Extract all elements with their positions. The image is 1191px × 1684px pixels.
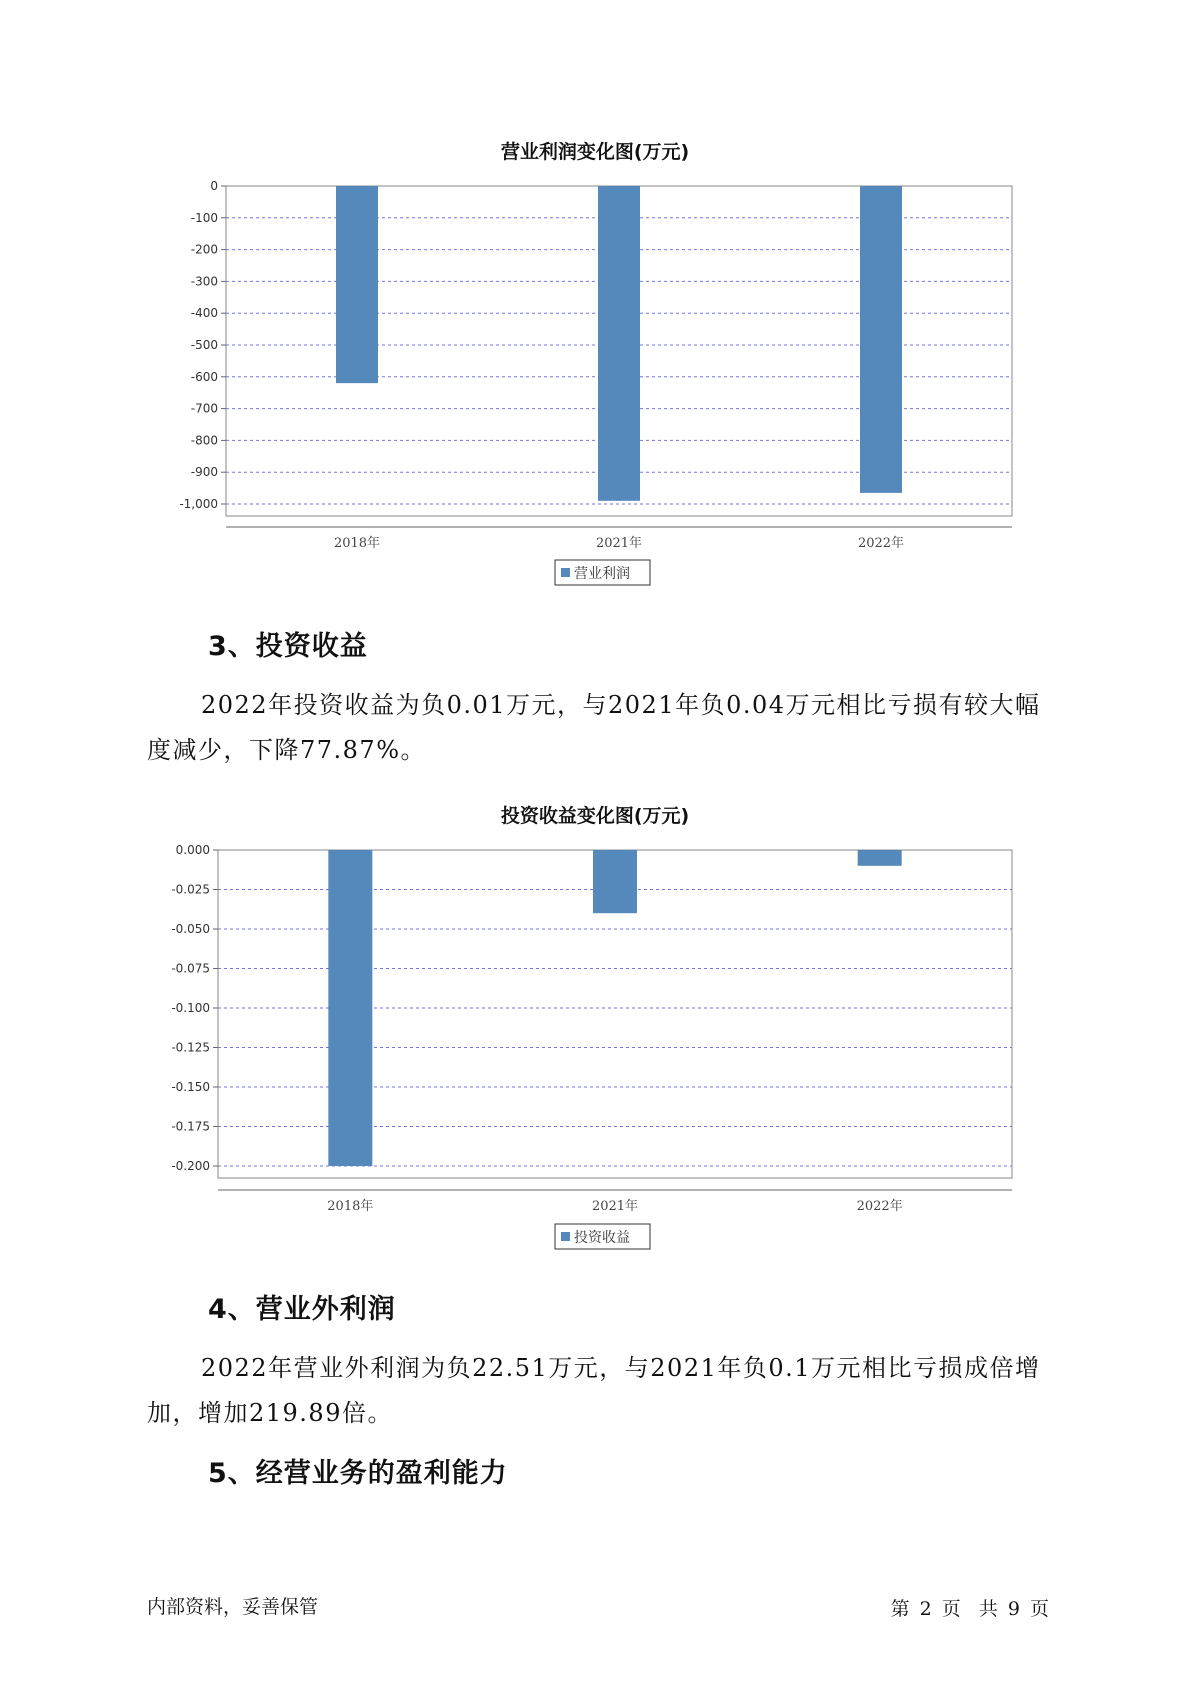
- chart-title: 投资收益变化图(万元): [500, 805, 690, 827]
- x-tick-label: 2022年: [857, 536, 905, 551]
- y-tick-label: -0.125: [171, 1040, 210, 1055]
- footer-page-number: 第 2 页 共 9 页: [890, 1598, 1051, 1620]
- y-tick-label: 0.000: [175, 843, 210, 857]
- y-tick-label: -600: [190, 369, 218, 384]
- footer-confidential-note: 内部资料，妥善保管: [147, 1596, 319, 1618]
- section-heading-profitability: 5、经营业务的盈利能力: [208, 1458, 508, 1489]
- bar-2018年: [336, 186, 378, 383]
- bar-2022年: [860, 186, 902, 493]
- bar-2022年: [858, 850, 902, 866]
- y-tick-label: -100: [190, 210, 218, 225]
- x-tick-label: 2018年: [327, 1199, 374, 1214]
- y-tick-label: -800: [190, 433, 218, 448]
- y-tick-label: -700: [190, 401, 218, 416]
- y-tick-label: -0.025: [171, 882, 210, 897]
- bar-2021年: [598, 186, 640, 501]
- y-tick-label: 0: [210, 179, 218, 193]
- legend-swatch: [561, 568, 570, 577]
- y-tick-label: -200: [190, 242, 218, 257]
- y-tick-label: -0.150: [171, 1080, 210, 1094]
- investment-income-text: 2022年投资收益为负0.01万元，与2021年负0.04万元相比亏损有较大幅度减少，下降77.87%。: [147, 691, 1041, 764]
- legend-label: 营业利润: [574, 566, 630, 582]
- x-tick-label: 2022年: [856, 1199, 903, 1214]
- non-operating-profit-text: 2022年营业外利润为负22.51万元，与2021年负0.1万元相比亏损成倍增加，增加219.89倍。: [147, 1354, 1041, 1427]
- x-tick-label: 2021年: [591, 1199, 639, 1214]
- y-tick-label: -0.050: [171, 922, 210, 936]
- operating-profit-chart-svg: [0, 130, 1191, 600]
- legend-label: 投资收益: [574, 1230, 630, 1246]
- y-tick-label: -500: [190, 338, 218, 352]
- investment-income-chart: [0, 794, 1191, 1264]
- y-tick-label: -400: [190, 306, 218, 321]
- operating-profit-chart: [0, 130, 1191, 600]
- y-tick-label: -1,000: [179, 497, 218, 511]
- y-tick-label: -900: [190, 465, 218, 480]
- y-tick-label: -0.175: [171, 1119, 210, 1134]
- x-tick-label: 2021年: [595, 536, 643, 551]
- y-tick-label: -0.075: [171, 961, 210, 976]
- section-heading-investment-income: 3、投资收益: [208, 631, 368, 662]
- chart-legend: [555, 560, 650, 585]
- legend-swatch: [561, 1232, 570, 1241]
- y-tick-label: -0.200: [171, 1159, 210, 1173]
- investment-income-paragraph: [147, 683, 1047, 773]
- non-operating-profit-paragraph: [147, 1346, 1047, 1436]
- chart-legend: [555, 1224, 650, 1249]
- investment-income-chart-svg: [0, 794, 1191, 1264]
- y-tick-label: -300: [190, 274, 218, 289]
- bar-2018年: [328, 850, 372, 1166]
- y-tick-label: -0.100: [171, 1001, 210, 1015]
- section-heading-non-operating-profit: 4、营业外利润: [208, 1294, 396, 1325]
- bar-2021年: [593, 850, 637, 913]
- chart-title: 营业利润变化图(万元): [500, 141, 690, 163]
- x-tick-label: 2018年: [333, 536, 381, 551]
